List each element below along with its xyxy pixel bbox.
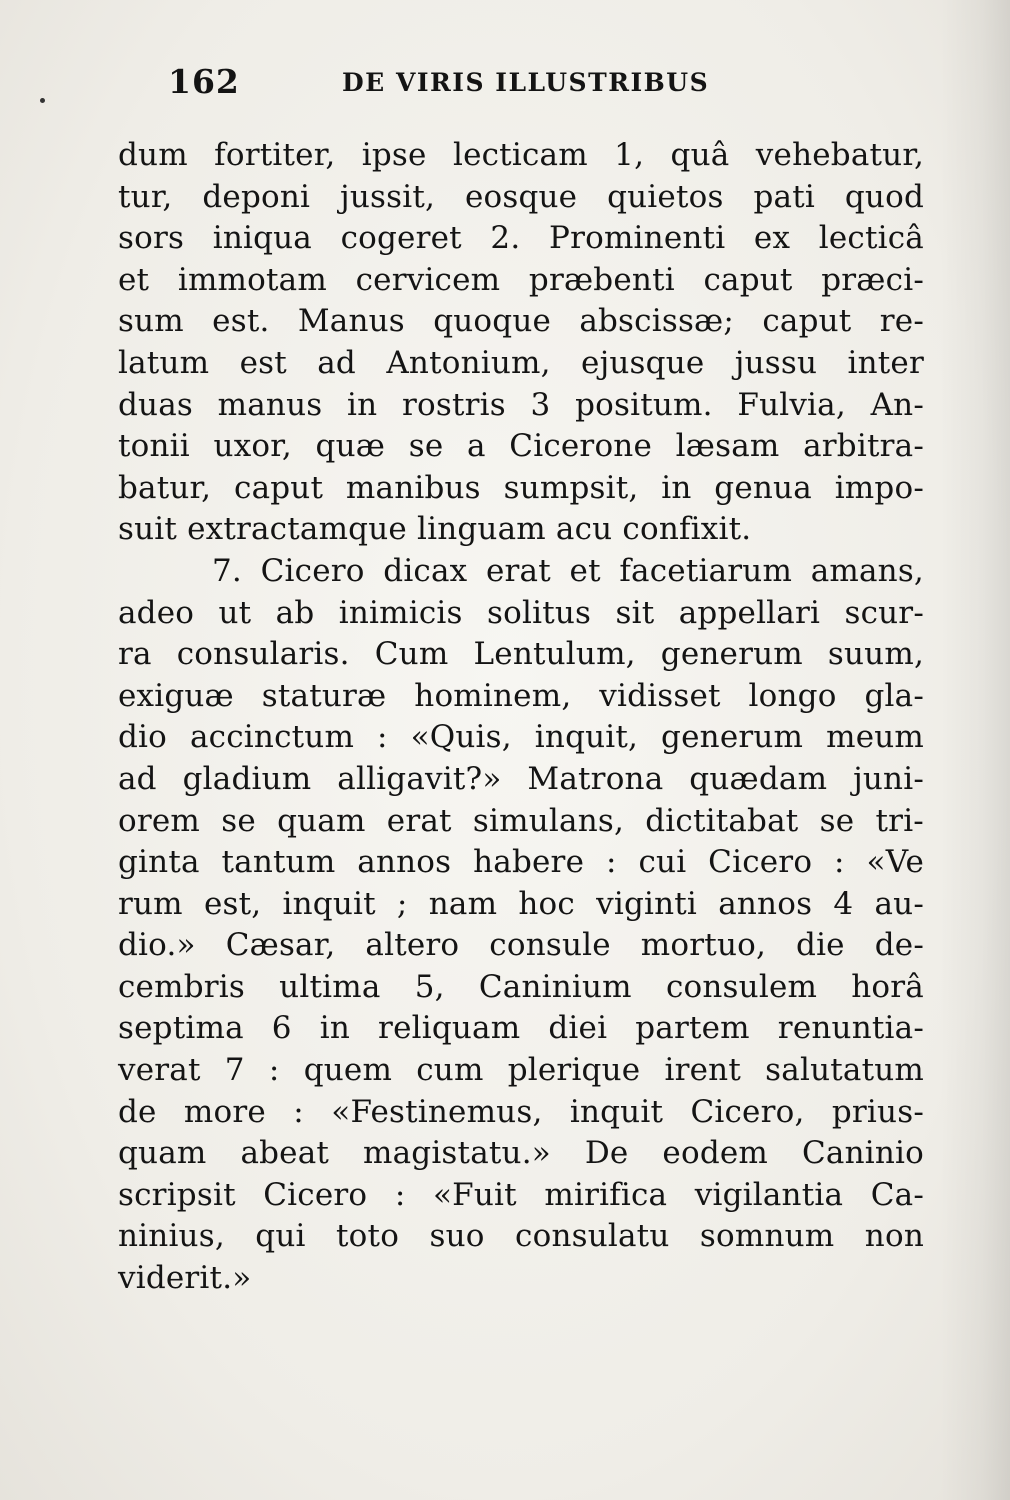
text-line: dio accinctum : «Quis, inquit, generum meum [118, 719, 924, 756]
text-line: de more : «Festinemus, inquit Cicero, prius- [118, 1093, 924, 1130]
text-line: quam abeat magistatu.» De eodem Caninio [118, 1135, 924, 1172]
running-title: DE VIRIS ILLUSTRIBUS [342, 68, 710, 97]
text-line: ginta tantum annos habere : cui Cicero : «Ve [118, 844, 924, 881]
paragraph-start-line: 7. Cicero dicax erat et facetiarum amans, [212, 552, 924, 589]
paragraph-end-line: viderit.» [118, 1260, 252, 1297]
page-header [168, 62, 748, 112]
text-line: dio.» Cæsar, altero consule mortuo, die de- [118, 927, 924, 964]
text-line: tonii uxor, quæ se a Cicerone læsam arbitra- [118, 428, 924, 465]
text-line: adeo ut ab inimicis solitus sit appellari scur- [118, 594, 924, 631]
text-line: sors iniqua cogeret 2. Prominenti ex lecticâ [118, 220, 924, 257]
text-line: rum est, inquit ; nam hoc viginti annos 4 au- [118, 885, 924, 922]
text-line: batur, caput manibus sumpsit, in genua impo- [118, 469, 924, 506]
text-line: duas manus in rostris 3 positum. Fulvia, An- [118, 386, 924, 423]
text-line: septima 6 in reliquam diei partem renuntia- [118, 1010, 924, 1047]
text-line: verat 7 : quem cum plerique irent salutatum [118, 1052, 924, 1089]
text-line: ra consularis. Cum Lentulum, generum suum, [118, 636, 924, 673]
text-line: dum fortiter, ipse lecticam 1, quâ vehebatur, [118, 137, 924, 173]
text-line: latum est ad Antonium, ejusque jussu inter [118, 344, 924, 381]
paragraph-end-line: suit extractamque linguam acu confixit. [118, 511, 752, 548]
print-speck [40, 98, 45, 103]
text-line: sum est. Manus quoque abscissæ; caput re- [118, 303, 924, 340]
text-line: ad gladium alligavit?» Matrona quædam juni- [118, 760, 924, 797]
text-line: tur, deponi jussit, eosque quietos pati quod [118, 178, 924, 215]
text-line: exiguæ staturæ hominem, vidisset longo gla- [118, 677, 924, 714]
body-text [118, 135, 924, 1300]
page-number: 162 [168, 62, 240, 101]
text-line: scripsit Cicero : «Fuit mirifica vigilantia Ca- [118, 1176, 924, 1213]
text-line: cembris ultima 5, Caninium consulem horâ [118, 968, 924, 1005]
page-edge-shadow [940, 0, 1010, 1500]
text-line: ninius, qui toto suo consulatu somnum non [118, 1218, 924, 1255]
text-line: et immotam cervicem præbenti caput præci- [118, 261, 924, 298]
text-line: orem se quam erat simulans, dictitabat se tri- [118, 802, 924, 839]
